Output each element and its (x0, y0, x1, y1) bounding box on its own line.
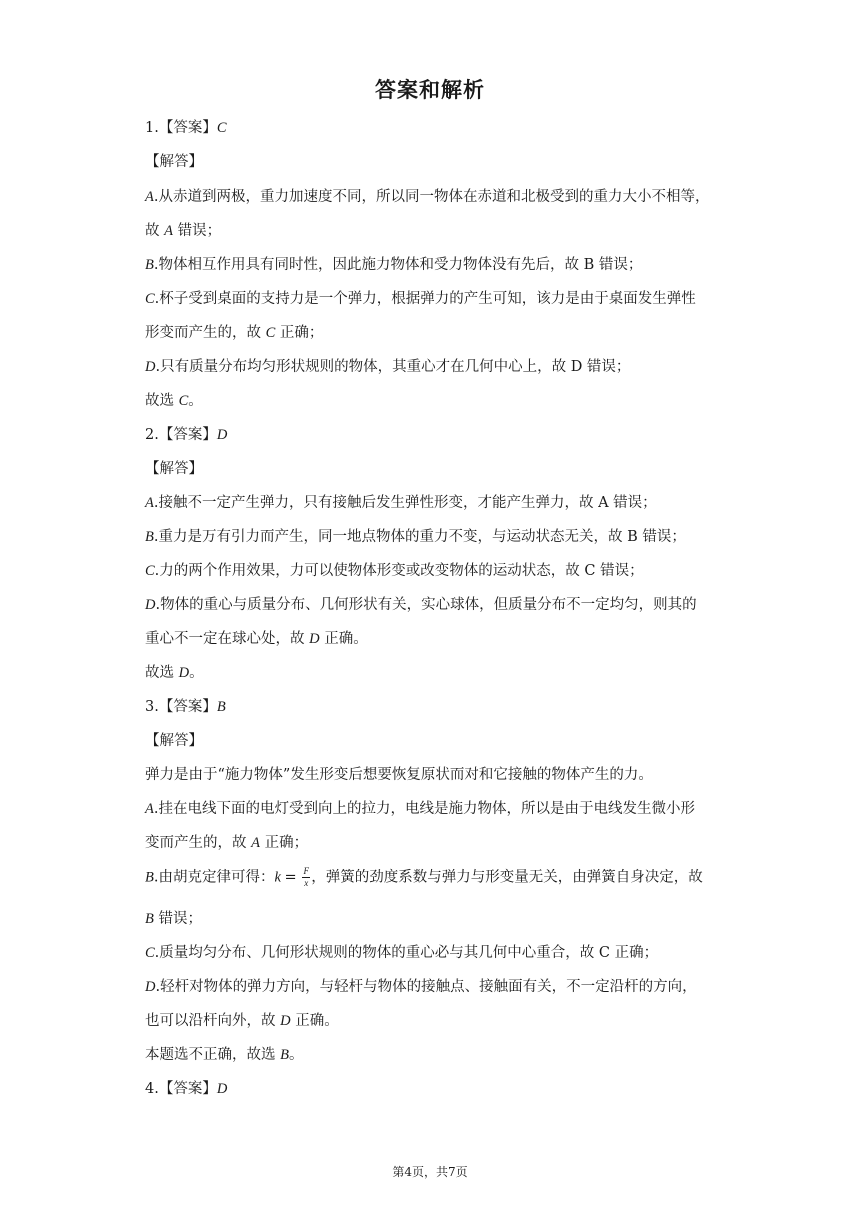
line-text: .从赤道到两极，重力加速度不同，所以同一物体在赤道和北极受到的重力大小不相等， (153, 189, 710, 205)
line-text: 【解答】 (145, 461, 203, 477)
line-text: 也可以沿杆向外，故 (145, 1013, 281, 1029)
text-line (145, 323, 323, 343)
option-letter: D (178, 665, 190, 681)
line-text: 故选 (145, 393, 179, 409)
text-line (145, 221, 221, 241)
text-line (145, 152, 203, 172)
line-text: 故选 (145, 665, 179, 681)
text-line (145, 765, 653, 785)
line-text: .由胡克定律可得： (153, 869, 275, 886)
text-line (145, 289, 696, 309)
line-text: 故 (145, 223, 165, 239)
line-text: .物体的重心与质量分布、几何形状有关，实心球体，但质量分布不一定均匀，则其的 (155, 597, 697, 613)
line-text: 错误； (172, 223, 222, 239)
option-letter: D (145, 359, 156, 375)
option-letter: C (216, 120, 227, 136)
text-line (145, 493, 657, 513)
line-text: ，弹簧的劲度系数与弹力与形变量无关，由弹簧自身决定，故 (311, 869, 703, 886)
text-line (145, 697, 226, 717)
line-text: 2.【答案】 (145, 427, 217, 443)
line-text: 正确。 (290, 1013, 339, 1029)
line-text: .物体相互作用具有同时性，因此施力物体和受力物体没有先后，故 B 错误； (153, 257, 643, 273)
line-text: .接触不一定产生弹力，只有接触后发生弹性形变，才能产生弹力，故 A 错误； (153, 495, 657, 511)
option-letter: B (145, 529, 154, 545)
text-line (145, 561, 644, 581)
line-text: 4.【答案】 (145, 1081, 217, 1097)
line-text: 变而产生的，故 (145, 835, 252, 851)
text-line (145, 909, 202, 929)
text-line (145, 799, 695, 819)
text-line (145, 187, 709, 207)
line-text: 3.【答案】 (145, 699, 217, 715)
text-line (145, 663, 204, 683)
text-line (145, 527, 686, 547)
option-letter: C (145, 945, 155, 961)
option-letter: B (280, 1047, 289, 1063)
line-text: 弹力是由于“施力物体”发生形变后想要恢复原状而对和它接触的物体产生的力。 (145, 767, 653, 783)
page-footer: 第4页，共7页 (392, 1165, 468, 1179)
text-line (145, 459, 203, 479)
line-text: .挂在电线下面的电灯受到向上的拉力，电线是施力物体，所以是由于电线发生微小形 (153, 801, 695, 817)
line-text: 正确； (275, 325, 324, 341)
line-text: 形变而产生的，故 (145, 325, 266, 341)
option-letter: B (145, 869, 154, 886)
text-line (145, 425, 227, 445)
option-letter: A (164, 223, 173, 239)
text-line (145, 1079, 227, 1099)
option-letter: B (145, 257, 154, 273)
option-letter: A (145, 189, 154, 205)
option-letter: B (216, 699, 226, 715)
option-letter: D (280, 1013, 291, 1029)
line-text: 1.【答案】 (145, 120, 217, 136)
fraction-numerator: F (303, 866, 310, 876)
text-line (145, 731, 203, 751)
option-letter: C (145, 291, 155, 307)
option-letter: D (216, 427, 228, 443)
text-line (145, 1045, 303, 1065)
line-text: .力的两个作用效果，力可以使物体形变或改变物体的运动状态，故 C 错误； (154, 563, 644, 579)
text-line (145, 629, 368, 649)
text-line (145, 255, 642, 275)
text-line (145, 391, 203, 411)
text-line (145, 833, 308, 853)
option-letter: A (145, 495, 154, 511)
option-letter: D (145, 597, 156, 613)
option-letter: B (145, 911, 154, 927)
text-line (145, 943, 658, 963)
line-text: 本题选不正确，故选 (145, 1047, 281, 1063)
line-text: 。 (189, 665, 204, 681)
option-letter: A (251, 835, 260, 851)
text-line (145, 595, 697, 615)
line-text: 【解答】 (145, 733, 203, 749)
line-text: .杯子受到桌面的支持力是一个弹力，根据弹力的产生可知，该力是由于桌面发生弹性 (154, 291, 696, 307)
text-line (145, 1011, 339, 1031)
line-text: 。 (188, 393, 203, 409)
line-text: 正确； (259, 835, 309, 851)
formula-fraction (302, 867, 310, 888)
line-text: .重力是万有引力而产生，同一地点物体的重力不变，与运动状态无关，故 B 错误； (153, 529, 686, 545)
line-text: 。 (288, 1047, 304, 1063)
line-text: 错误； (153, 911, 202, 927)
option-letter: D (145, 979, 156, 995)
fraction-denominator: x (304, 878, 309, 888)
formula-eq: = (284, 869, 302, 886)
option-letter: C (178, 393, 189, 409)
option-letter: C (145, 563, 155, 579)
option-letter: D (309, 631, 320, 647)
text-line (145, 357, 630, 377)
line-text: .轻杆对物体的弹力方向，与轻杆与物体的接触点、接触面有关，不一定沿杆的方向， (155, 979, 697, 995)
line-text: 【解答】 (145, 154, 203, 170)
line-text: .只有质量分布均匀形状规则的物体，其重心才在几何中心上，故 D 错误； (155, 359, 631, 375)
option-letter: D (216, 1081, 228, 1097)
line-text: 正确。 (319, 631, 368, 647)
formula-lhs: k (274, 869, 285, 886)
text-line (145, 118, 227, 138)
text-line (145, 977, 697, 997)
option-letter: A (145, 801, 154, 817)
option-letter: C (265, 325, 276, 341)
line-text: 重心不一定在球心处，故 (145, 631, 310, 647)
text-line (145, 867, 703, 888)
line-text: .质量均匀分布、几何形状规则的物体的重心必与其几何中心重合，故 C 正确； (154, 945, 659, 961)
page-title: 答案和解析 (375, 78, 485, 102)
